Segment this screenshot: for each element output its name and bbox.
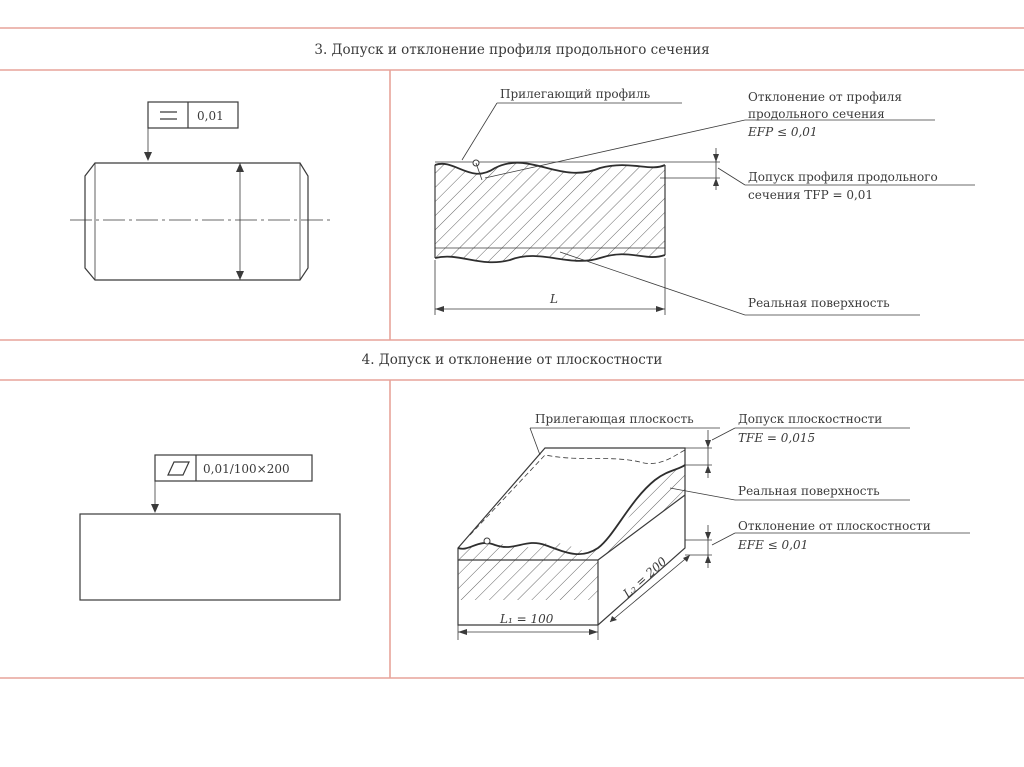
label-flatness-tolerance-value: TFE = 0,015: [738, 431, 816, 445]
label-flatness-tolerance: Допуск плоскостности: [738, 412, 883, 426]
label-real-surface: Реальная поверхность: [748, 296, 890, 310]
frame-value: 0,01: [197, 109, 224, 123]
plate-drawing: [80, 480, 340, 600]
frame-value-flatness: 0,01/100×200: [203, 462, 290, 476]
shaft-drawing: [70, 128, 330, 280]
label-adjacent-plane: Прилегающая плоскость: [535, 412, 694, 426]
label-length: L: [550, 292, 558, 306]
label-real-surface-4: Реальная поверхность: [738, 484, 880, 498]
longitudinal-profile-drawing: [435, 103, 975, 315]
tolerance-frame-parallelism: [148, 102, 238, 128]
label-tolerance-line1: Допуск профиля продольного: [748, 170, 938, 184]
label-deviation-line2: продольного сечения: [748, 107, 885, 121]
label-l2: L₂ = 200: [620, 554, 670, 601]
label-tolerance-line2: сечения TFP = 0,01: [748, 188, 874, 202]
section-3-title: 3. Допуск и отклонение профиля продольного сечения: [314, 42, 710, 58]
label-flatness-deviation-value: EFE ≤ 0,01: [738, 538, 809, 552]
label-l1: L₁ = 100: [500, 612, 554, 626]
label-flatness-deviation: Отклонение от плоскостности: [738, 519, 931, 533]
flatness-block-drawing: [458, 428, 970, 640]
tolerance-frame-flatness: [155, 455, 312, 481]
parallelogram-icon: [168, 462, 189, 475]
label-adjacent-profile: Прилегающий профиль: [500, 87, 651, 101]
section-4-title: 4. Допуск и отклонение от плоскостности: [361, 352, 663, 368]
label-deviation-value: EFP ≤ 0,01: [748, 125, 818, 139]
parallel-lines-icon: [160, 112, 177, 119]
label-deviation-line1: Отклонение от профиля: [748, 90, 903, 104]
